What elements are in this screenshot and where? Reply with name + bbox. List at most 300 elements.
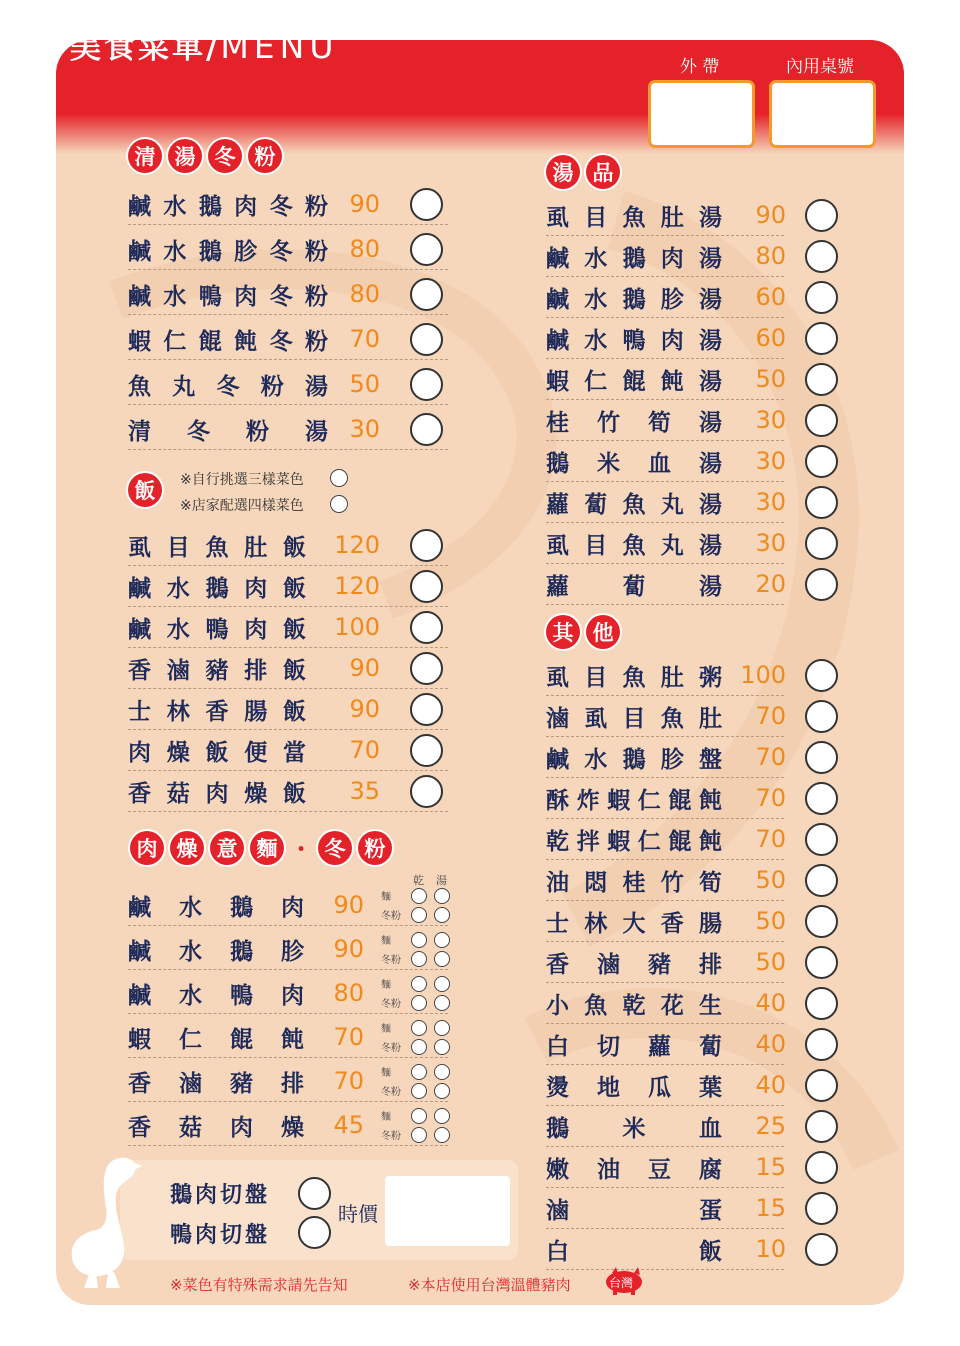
item-name	[546, 1192, 722, 1224]
item-name	[128, 775, 306, 807]
item-name-char: 粉	[260, 372, 284, 400]
noodle-option-circle[interactable]	[434, 995, 450, 1011]
item-name-char: 蔔	[699, 1032, 722, 1060]
item-price: 50	[349, 370, 380, 398]
row-divider	[546, 859, 784, 860]
item-name-char: 粥	[699, 663, 722, 691]
item-name-char: 肚	[660, 203, 684, 231]
item-select-circle[interactable]	[805, 782, 838, 815]
item-select-circle[interactable]	[805, 281, 838, 314]
row-divider	[128, 606, 448, 607]
item-name-char: 滷	[546, 1196, 569, 1224]
item-select-circle[interactable]	[805, 659, 838, 692]
noodle-option-circle[interactable]	[434, 888, 450, 904]
special-request-note: ※菜色有特殊需求請先告知	[170, 1276, 348, 1294]
item-name-char: 蝦	[607, 827, 631, 855]
row-divider	[546, 1146, 784, 1147]
item-name-char: 水	[163, 282, 187, 310]
item-price: 40	[755, 1030, 786, 1058]
item-name-char: 鹹	[128, 893, 151, 921]
row-divider	[128, 269, 448, 270]
row-divider	[128, 1057, 448, 1058]
item-name-char: 鹹	[128, 237, 151, 265]
dongfen-type-label: 冬粉	[381, 955, 401, 966]
item-name	[546, 823, 722, 855]
item-name-char: 筍	[648, 408, 671, 436]
noodle-option-circle[interactable]	[434, 1020, 450, 1036]
item-price: 90	[349, 654, 380, 682]
item-price: 50	[755, 907, 786, 935]
row-divider	[546, 1187, 784, 1188]
item-name-char: 肉	[234, 282, 258, 310]
item-select-circle[interactable]	[805, 322, 838, 355]
noodle-option-circle[interactable]	[434, 1039, 450, 1055]
item-name-char: 飩	[281, 1025, 304, 1053]
noodle-option-circle[interactable]	[411, 1083, 427, 1099]
item-name-char: 魚	[622, 203, 646, 231]
item-name-char: 鹹	[128, 615, 151, 643]
item-name-char: 血	[648, 449, 671, 477]
menu-item-row	[546, 738, 784, 778]
item-name-char: 米	[622, 1114, 646, 1142]
item-name-char: 排	[699, 950, 722, 978]
item-name-char: 冬	[269, 192, 293, 220]
rice-option-three-radio[interactable]	[330, 469, 348, 487]
item-name-char: 水	[179, 937, 202, 965]
dongfen-type-label: 冬粉	[381, 1131, 401, 1142]
noodle-type-label: 麵	[381, 1068, 391, 1079]
item-select-circle[interactable]	[805, 199, 838, 232]
item-select-circle[interactable]	[805, 1192, 838, 1225]
item-select-circle[interactable]	[410, 611, 443, 644]
item-name-char: 肉	[234, 192, 258, 220]
item-name-char: 排	[244, 656, 268, 684]
item-name-char: 香	[546, 950, 569, 978]
row-divider	[128, 925, 448, 926]
item-name-char: 鵝	[205, 574, 229, 602]
item-name-char: 菇	[166, 779, 190, 807]
item-name-char: 生	[699, 991, 722, 1019]
item-name-char: 湯	[699, 572, 722, 600]
item-name-char: 胗	[281, 937, 304, 965]
market-price-field[interactable]	[385, 1176, 510, 1246]
rice-note-pick-three: ※自行挑選三樣菜色	[180, 472, 304, 488]
noodle-option-circle[interactable]	[434, 951, 450, 967]
dry-label: 乾	[413, 874, 424, 887]
noodle-option-circle[interactable]	[411, 932, 427, 948]
badge: 湯	[546, 155, 580, 189]
item-select-circle[interactable]	[410, 775, 443, 808]
item-name-char: 香	[128, 656, 151, 684]
item-name-char: 酥	[546, 786, 569, 814]
item-name-char: 林	[166, 697, 190, 725]
noodle-option-circle[interactable]	[411, 1020, 427, 1036]
item-name	[546, 363, 722, 395]
item-name	[128, 1021, 304, 1053]
item-name-char: 鴨	[205, 615, 229, 643]
title-chinese: 美食菜單	[70, 30, 206, 66]
item-price: 30	[755, 529, 786, 557]
section-header-soup-noodle	[128, 139, 288, 173]
row-divider	[128, 647, 448, 648]
item-name-char: 湯	[699, 531, 722, 559]
item-name-char: 鹹	[128, 937, 151, 965]
item-name-char: 粉	[304, 282, 328, 310]
item-name-char: 蘿	[546, 490, 569, 518]
title-slash: /	[206, 30, 221, 66]
menu-title	[70, 22, 339, 67]
menu-item-row	[546, 196, 784, 236]
table-number-field[interactable]	[769, 80, 876, 148]
item-price: 90	[349, 695, 380, 723]
item-name-char: 鵝	[198, 237, 222, 265]
badge: 燥	[170, 831, 204, 865]
item-select-circle[interactable]	[805, 1233, 838, 1266]
item-name-char: 蝦	[128, 1025, 151, 1053]
item-name-char: 鹹	[546, 244, 569, 272]
item-name	[546, 199, 722, 231]
menu-item-row	[128, 275, 448, 315]
item-name-char: 鵝	[622, 244, 646, 272]
item-name-char: 蛋	[699, 1196, 722, 1224]
menu-item-row	[128, 608, 448, 648]
item-name	[546, 568, 722, 600]
duck-platter-checkbox[interactable]	[298, 1216, 331, 1249]
row-divider	[128, 969, 448, 970]
item-name-char: 鵝	[622, 285, 646, 313]
item-price: 70	[755, 825, 786, 853]
menu-item-row	[546, 565, 784, 605]
noodle-option-circle[interactable]	[411, 907, 427, 923]
noodle-option-circle[interactable]	[411, 976, 427, 992]
item-name-char: 餛	[668, 827, 692, 855]
item-name-char: 炸	[576, 786, 600, 814]
item-select-circle[interactable]	[805, 1028, 838, 1061]
item-name-char: 目	[584, 531, 608, 559]
badge-separator: ・	[290, 837, 313, 863]
item-price: 20	[755, 570, 786, 598]
menu-item-row	[546, 820, 784, 860]
item-name-char: 水	[179, 981, 202, 1009]
item-name-char: 蔔	[584, 490, 608, 518]
item-select-circle[interactable]	[805, 864, 838, 897]
row-divider	[546, 604, 784, 605]
market-price-label: 時價	[338, 1202, 378, 1226]
item-name-char: 滷	[166, 656, 190, 684]
item-name-char: 丸	[660, 490, 684, 518]
noodle-option-circle[interactable]	[411, 1108, 427, 1124]
item-name-char: 盤	[699, 745, 722, 773]
item-name-char: 魚	[660, 704, 684, 732]
row-divider	[546, 358, 784, 359]
item-select-circle[interactable]	[805, 240, 838, 273]
noodle-option-circle[interactable]	[434, 1127, 450, 1143]
dongfen-type-label: 冬粉	[381, 911, 401, 922]
item-name-char: 肉	[205, 779, 229, 807]
item-name	[128, 977, 304, 1009]
item-name	[546, 905, 722, 937]
noodle-option-circle[interactable]	[434, 976, 450, 992]
noodle-option-circle[interactable]	[434, 1064, 450, 1080]
item-name-char: 魚	[622, 490, 646, 518]
item-name-char: 桂	[622, 868, 646, 896]
item-name-char: 蝦	[607, 786, 631, 814]
noodle-type-label: 麵	[381, 980, 391, 991]
noodle-option-circle[interactable]	[434, 907, 450, 923]
item-name-char: 肉	[281, 981, 304, 1009]
noodle-type-label: 麵	[381, 1024, 391, 1035]
goose-platter-label: 鵝肉切盤	[170, 1182, 271, 1208]
row-divider	[546, 900, 784, 901]
item-name	[128, 693, 306, 725]
row-divider	[546, 1064, 784, 1065]
taiwan-pork-note: ※本店使用台灣溫體豬肉	[408, 1276, 571, 1294]
item-name	[128, 611, 306, 643]
row-divider	[546, 1228, 784, 1229]
item-select-circle[interactable]	[410, 368, 443, 401]
item-select-circle[interactable]	[805, 486, 838, 519]
item-name	[128, 368, 328, 400]
row-divider	[128, 224, 448, 225]
menu-item-row	[128, 365, 448, 405]
section-header-rice	[128, 473, 168, 507]
menu-item-row	[546, 697, 784, 737]
item-price: 120	[334, 572, 380, 600]
rice-option-four-radio[interactable]	[330, 495, 348, 513]
item-price: 70	[755, 784, 786, 812]
item-select-circle[interactable]	[805, 1069, 838, 1102]
item-price: 80	[349, 235, 380, 263]
noodle-option-circle[interactable]	[411, 951, 427, 967]
row-divider	[546, 736, 784, 737]
item-name	[546, 445, 722, 477]
dongfen-type-label: 冬粉	[381, 999, 401, 1010]
item-name-char: 水	[166, 615, 190, 643]
item-name-char: 餛	[230, 1025, 253, 1053]
menu-item-row	[546, 779, 784, 819]
menu-item-row	[128, 649, 448, 689]
item-select-circle[interactable]	[410, 413, 443, 446]
item-select-circle[interactable]	[805, 404, 838, 437]
item-name	[128, 1109, 304, 1141]
dongfen-type-label: 冬粉	[381, 1043, 401, 1054]
item-select-circle[interactable]	[410, 734, 443, 767]
row-divider	[128, 688, 448, 689]
item-price: 90	[349, 190, 380, 218]
menu-item-row	[546, 861, 784, 901]
item-name-char: 鹹	[128, 981, 151, 1009]
item-name-char: 便	[244, 738, 268, 766]
item-name-char: 腸	[699, 909, 722, 937]
item-name-char: 冬	[269, 282, 293, 310]
item-name	[128, 188, 328, 220]
item-select-circle[interactable]	[805, 987, 838, 1020]
item-price: 120	[334, 531, 380, 559]
item-name	[546, 322, 722, 354]
item-select-circle[interactable]	[805, 946, 838, 979]
noodle-option-circle[interactable]	[411, 1064, 427, 1080]
item-select-circle[interactable]	[805, 1151, 838, 1184]
item-select-circle[interactable]	[805, 905, 838, 938]
noodle-option-circle[interactable]	[411, 1127, 427, 1143]
item-name	[546, 1069, 722, 1101]
item-name-char: 白	[546, 1032, 569, 1060]
item-select-circle[interactable]	[410, 652, 443, 685]
takeout-checkbox[interactable]	[648, 80, 755, 148]
item-name-char: 丸	[660, 531, 684, 559]
item-name-char: 肉	[230, 1113, 253, 1141]
item-name-char: 鵝	[198, 192, 222, 220]
item-name-char: 飩	[698, 786, 722, 814]
item-name-char: 小	[546, 991, 569, 1019]
noodle-option-circle[interactable]	[434, 932, 450, 948]
item-select-circle[interactable]	[805, 527, 838, 560]
noodle-option-circle[interactable]	[411, 1039, 427, 1055]
item-name-char: 冬	[269, 237, 293, 265]
item-name-char: 飯	[283, 656, 306, 684]
item-name-char: 肚	[660, 663, 684, 691]
item-name-char: 肉	[128, 738, 151, 766]
menu-item-row	[546, 401, 784, 441]
item-name-char: 飯	[283, 574, 306, 602]
item-name-char: 粉	[304, 237, 328, 265]
row-divider	[128, 770, 448, 771]
goose-platter-checkbox[interactable]	[298, 1177, 331, 1210]
takeout-label: 外 帶	[680, 57, 720, 77]
item-select-circle[interactable]	[805, 363, 838, 396]
item-name-char: 嫩	[546, 1155, 569, 1183]
item-select-circle[interactable]	[410, 278, 443, 311]
item-name-char: 胗	[660, 285, 684, 313]
item-price: 45	[333, 1111, 364, 1139]
item-name-char: 飯	[283, 697, 306, 725]
item-select-circle[interactable]	[805, 700, 838, 733]
item-name-char: 豬	[648, 950, 671, 978]
noodle-option-circle[interactable]	[434, 1108, 450, 1124]
badge: 品	[586, 155, 620, 189]
item-name-char: 米	[597, 449, 620, 477]
item-name	[128, 933, 304, 965]
dongfen-type-label: 冬粉	[381, 1087, 401, 1098]
item-name-char: 水	[584, 285, 608, 313]
item-name-char: 瓜	[648, 1073, 671, 1101]
item-price: 70	[755, 743, 786, 771]
row-divider	[128, 565, 448, 566]
item-select-circle[interactable]	[805, 741, 838, 774]
row-divider	[128, 1013, 448, 1014]
menu-item-row	[128, 526, 448, 566]
item-select-circle[interactable]	[410, 188, 443, 221]
item-select-circle[interactable]	[805, 823, 838, 856]
item-name-char: 鹹	[128, 282, 151, 310]
row-divider	[546, 276, 784, 277]
item-name-char: 悶	[584, 868, 608, 896]
item-name-char: 目	[584, 663, 608, 691]
item-price: 70	[333, 1067, 364, 1095]
item-name	[546, 240, 722, 272]
item-name-char: 桂	[546, 408, 569, 436]
item-name-char: 餛	[622, 367, 646, 395]
item-name-char: 鴨	[230, 981, 253, 1009]
item-name-char: 地	[597, 1073, 620, 1101]
item-select-circle[interactable]	[805, 568, 838, 601]
item-price: 80	[755, 242, 786, 270]
menu-item-row	[128, 567, 448, 607]
row-divider	[546, 1105, 784, 1106]
menu-item-row	[546, 656, 784, 696]
item-name-char: 餛	[198, 327, 222, 355]
item-name	[546, 1233, 722, 1265]
row-divider	[546, 818, 784, 819]
item-select-circle[interactable]	[410, 233, 443, 266]
item-name	[128, 734, 306, 766]
item-name-char: 士	[546, 909, 569, 937]
row-divider	[546, 481, 784, 482]
item-name-char: 水	[166, 574, 190, 602]
item-name-char: 竹	[660, 868, 684, 896]
item-name-char: 香	[128, 779, 151, 807]
menu-item-row	[546, 360, 784, 400]
menu-item-row	[546, 902, 784, 942]
noodle-option-circle[interactable]	[411, 995, 427, 1011]
noodle-option-circle[interactable]	[411, 888, 427, 904]
item-name-char: 肚	[244, 533, 268, 561]
menu-item-row	[546, 1066, 784, 1106]
item-name-char: 鵝	[546, 449, 569, 477]
item-name	[128, 413, 328, 445]
item-name-char: 湯	[305, 372, 328, 400]
item-name-char: 花	[660, 991, 684, 1019]
item-name-char: 乾	[622, 991, 646, 1019]
item-name-char: 肉	[660, 244, 684, 272]
menu-item-row	[546, 1107, 784, 1147]
item-price: 90	[333, 935, 364, 963]
item-price: 40	[755, 989, 786, 1017]
menu-item-row	[546, 1230, 784, 1270]
menu-item-row	[128, 690, 448, 730]
item-name-char: 鵝	[230, 937, 253, 965]
item-name-char: 竹	[597, 408, 620, 436]
item-price: 30	[755, 447, 786, 475]
item-price: 60	[755, 283, 786, 311]
item-select-circle[interactable]	[805, 1110, 838, 1143]
item-name	[128, 1065, 304, 1097]
item-price: 80	[349, 280, 380, 308]
item-select-circle[interactable]	[805, 445, 838, 478]
item-name-char: 鹹	[128, 192, 151, 220]
item-name-char: 肉	[244, 615, 268, 643]
item-select-circle[interactable]	[410, 323, 443, 356]
rice-note-shop-four: ※店家配選四樣菜色	[180, 498, 304, 514]
section-header-soups	[546, 155, 626, 189]
item-name-char: 蝦	[128, 327, 151, 355]
item-select-circle[interactable]	[410, 570, 443, 603]
item-select-circle[interactable]	[410, 529, 443, 562]
item-name-char: 白	[546, 1237, 569, 1265]
item-name-char: 肉	[244, 574, 268, 602]
item-name	[128, 529, 306, 561]
badge: 粉	[358, 831, 392, 865]
item-name-char: 肚	[699, 704, 722, 732]
item-name-char: 冬	[187, 417, 210, 445]
item-price: 60	[755, 324, 786, 352]
item-select-circle[interactable]	[410, 693, 443, 726]
badge: 冬	[318, 831, 352, 865]
item-name	[128, 889, 304, 921]
noodle-option-circle[interactable]	[434, 1083, 450, 1099]
soup-label: 湯	[436, 874, 447, 887]
badge: 其	[546, 615, 580, 649]
